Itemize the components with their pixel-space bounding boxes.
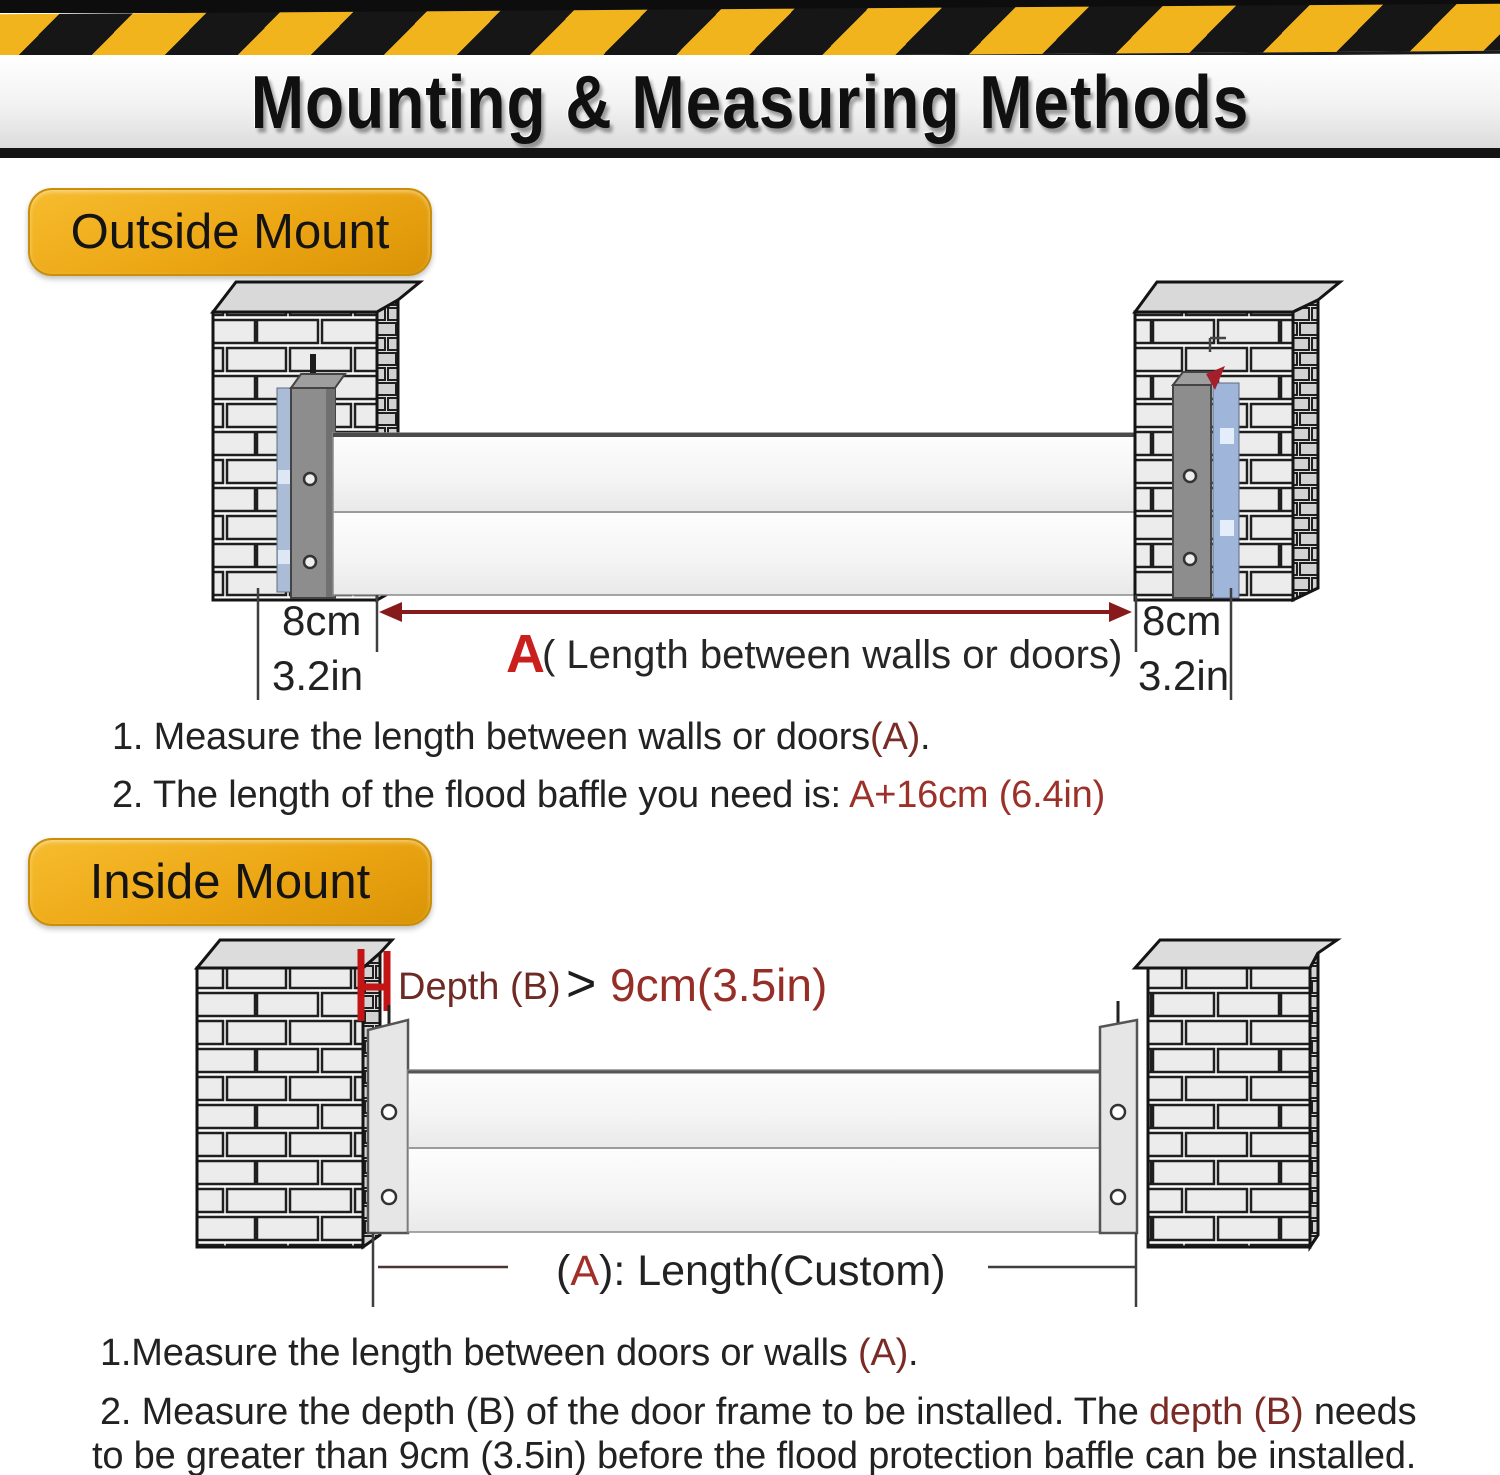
dim-a-letter: A [506, 624, 545, 684]
screw-hole [1111, 1105, 1125, 1119]
outside-step-1: 1. Measure the length between walls or doors(A). [112, 716, 931, 758]
screw-hole [382, 1190, 396, 1204]
accent-a: (A) [869, 716, 921, 758]
screw-hole [304, 473, 316, 485]
depth-gt-sign: > [566, 955, 597, 1013]
header-divider [0, 148, 1500, 158]
accent-a: (A) [857, 1332, 909, 1374]
inside-step-2-continued: to be greater than 9cm (3.5in) before the flood protection baffle can be installed. [92, 1435, 1417, 1475]
outside-mount-badge-label: Outside Mount [70, 205, 390, 259]
gasket-highlight [278, 470, 291, 484]
gasket-highlight [1220, 428, 1234, 444]
screw-hole [1184, 553, 1196, 565]
gasket-highlight [278, 550, 291, 564]
depth-value: 9cm(3.5in) [610, 959, 828, 1011]
dim-a-label: ( Length between walls or doors) [542, 633, 1123, 677]
inside-step-1: 1.Measure the length between doors or walls (A). [100, 1332, 919, 1374]
page-title: Mounting & Measuring Methods [250, 59, 1250, 144]
dimension-arrow [379, 602, 1132, 622]
inside-step-2: 2. Measure the depth (B) of the door frame to be installed. The depth (B) needs [100, 1391, 1417, 1433]
inside-mount-steps [92, 1330, 1490, 1475]
inside-mount-badge [28, 838, 432, 926]
dim-a-custom-label: (A): Length(Custom) [556, 1247, 946, 1295]
outside-mount-steps [112, 714, 1472, 818]
mounting-channel-left [368, 1020, 408, 1233]
flood-baffle-panel [333, 433, 1180, 595]
inside-mount-badge-label: Inside Mount [89, 855, 371, 909]
accent-formula: A+16cm (6.4in) [849, 774, 1106, 816]
outside-mount-diagram [0, 262, 1500, 702]
dim-right-cm: 8cm [1142, 597, 1222, 644]
screw-hole [304, 556, 316, 568]
screw-hole [1184, 470, 1196, 482]
screw-hole [382, 1105, 396, 1119]
brick-pillar-right [1135, 940, 1337, 1247]
mounting-channel-right [1100, 1020, 1137, 1233]
inside-mount-diagram [0, 935, 1500, 1335]
flood-baffle-panel [408, 1070, 1100, 1232]
gasket-strip-right [1213, 383, 1239, 598]
depth-label: Depth (B) [398, 966, 561, 1008]
dim-left-in: 3.2in [272, 652, 364, 699]
dim-left-cm: 8cm [282, 597, 362, 644]
outside-step-2: 2. The length of the flood baffle you need is: A+16cm (6.4in) [112, 774, 1106, 816]
accent-depth-b: depth (B) [1149, 1391, 1304, 1433]
accent-a: A [570, 1247, 600, 1295]
title-band [0, 55, 1500, 148]
screw-hole [1111, 1190, 1125, 1204]
dim-right-in: 3.2in [1138, 652, 1230, 699]
gasket-highlight [1220, 520, 1234, 536]
